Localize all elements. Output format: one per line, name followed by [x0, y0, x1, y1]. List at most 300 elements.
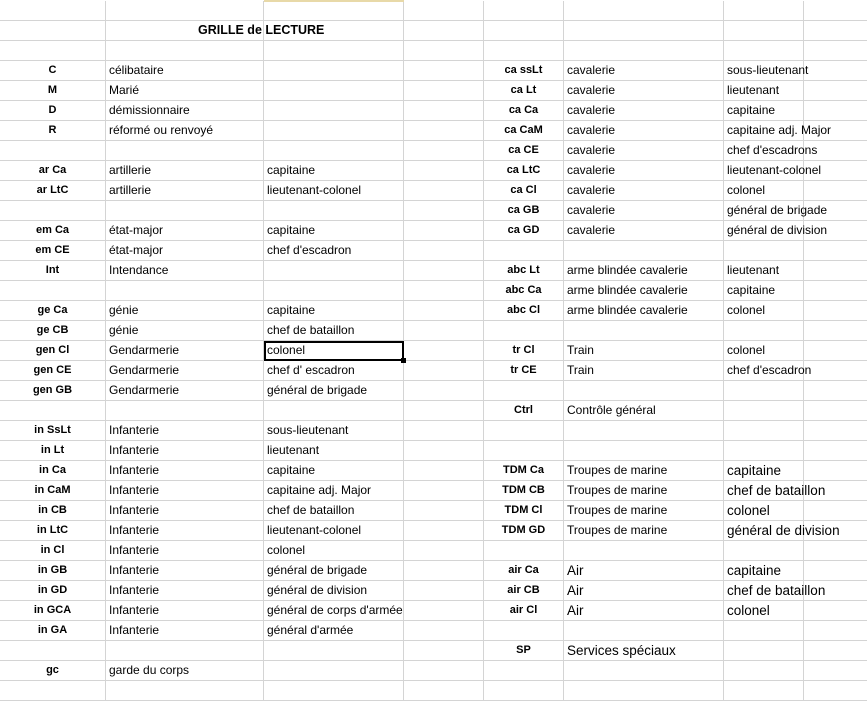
- cell-empty[interactable]: [804, 1, 867, 21]
- cell-b[interactable]: Intendance: [106, 261, 264, 281]
- cell-b[interactable]: célibataire: [106, 61, 264, 81]
- table-row: [0, 481, 867, 501]
- table-row: [0, 361, 867, 381]
- cell-b[interactable]: Infanterie: [106, 481, 264, 501]
- cell-f[interactable]: cavalerie: [564, 61, 724, 81]
- cell-f[interactable]: [564, 381, 724, 401]
- cell-g[interactable]: lieutenant: [724, 81, 804, 101]
- table-row: [0, 581, 867, 601]
- cell-b[interactable]: Marié: [106, 81, 264, 101]
- cell-a[interactable]: C: [0, 61, 106, 81]
- cell-f[interactable]: [564, 661, 724, 681]
- cell-b[interactable]: artillerie: [106, 161, 264, 181]
- cell-b[interactable]: génie: [106, 301, 264, 321]
- cell-f[interactable]: [564, 1, 724, 21]
- cell-g[interactable]: sous-lieutenant: [724, 61, 804, 81]
- table-row: [0, 61, 867, 81]
- cell-b[interactable]: état-major: [106, 241, 264, 261]
- cell-a[interactable]: Int: [0, 261, 106, 281]
- cell-a[interactable]: em CE: [0, 241, 106, 261]
- cell-empty[interactable]: [804, 41, 867, 61]
- cell-empty[interactable]: [404, 421, 484, 441]
- cell-g[interactable]: capitaine: [724, 461, 804, 481]
- cell-e[interactable]: ca LtC: [484, 161, 564, 181]
- cell-a[interactable]: M: [0, 81, 106, 101]
- cell-empty[interactable]: [404, 441, 484, 461]
- cell-b[interactable]: génie: [106, 321, 264, 341]
- cell-empty[interactable]: [404, 301, 484, 321]
- cell-empty[interactable]: [804, 421, 867, 441]
- cell-e[interactable]: [484, 621, 564, 641]
- cell-e[interactable]: tr CE: [484, 361, 564, 381]
- cell-empty[interactable]: [404, 681, 484, 701]
- cell-empty[interactable]: [804, 161, 867, 181]
- cell-f[interactable]: cavalerie: [564, 141, 724, 161]
- cell-empty[interactable]: [804, 301, 867, 321]
- table-row: [0, 161, 867, 181]
- cell-a[interactable]: in CaM: [0, 481, 106, 501]
- cell-a[interactable]: R: [0, 121, 106, 141]
- cell-f[interactable]: cavalerie: [564, 181, 724, 201]
- cell-empty[interactable]: [404, 181, 484, 201]
- cell-a[interactable]: gen Cl: [0, 341, 106, 361]
- cell-f[interactable]: Troupes de marine: [564, 501, 724, 521]
- cell-g[interactable]: [724, 681, 804, 701]
- cell-b[interactable]: Gendarmerie: [106, 361, 264, 381]
- cell-f[interactable]: [564, 41, 724, 61]
- cell-empty[interactable]: [404, 241, 484, 261]
- cell-empty[interactable]: [404, 621, 484, 641]
- cell-b[interactable]: Infanterie: [106, 421, 264, 441]
- cell-g[interactable]: lieutenant-colonel: [724, 161, 804, 181]
- cell-g[interactable]: colonel: [724, 501, 804, 521]
- cell-empty[interactable]: [404, 121, 484, 141]
- cell-e[interactable]: air Ca: [484, 561, 564, 581]
- cell-c[interactable]: général de division: [264, 581, 404, 601]
- cell-f[interactable]: cavalerie: [564, 201, 724, 221]
- cell-empty[interactable]: [804, 241, 867, 261]
- cell-empty[interactable]: [404, 661, 484, 681]
- cell-empty[interactable]: [804, 121, 867, 141]
- cell-f[interactable]: cavalerie: [564, 101, 724, 121]
- cell-e[interactable]: abc Cl: [484, 301, 564, 321]
- cell-b[interactable]: Infanterie: [106, 601, 264, 621]
- table-row: [0, 301, 867, 321]
- cell-b[interactable]: Infanterie: [106, 501, 264, 521]
- cell-empty[interactable]: [404, 161, 484, 181]
- cell-f[interactable]: [564, 621, 724, 641]
- cell-c[interactable]: général d'armée: [264, 621, 404, 641]
- cell-g[interactable]: général de division: [724, 221, 804, 241]
- cell-f[interactable]: Contrôle général: [564, 401, 724, 421]
- cell-empty[interactable]: [404, 561, 484, 581]
- cell-a[interactable]: [0, 401, 106, 421]
- cell-e[interactable]: ca Ca: [484, 101, 564, 121]
- cell-empty[interactable]: [804, 501, 867, 521]
- cell-a[interactable]: in Cl: [0, 541, 106, 561]
- cell-e[interactable]: SP: [484, 641, 564, 661]
- cell-a[interactable]: [0, 281, 106, 301]
- cell-empty[interactable]: [804, 221, 867, 241]
- cell-b[interactable]: Infanterie: [106, 441, 264, 461]
- table-row: [0, 621, 867, 641]
- cell-e[interactable]: ca Cl: [484, 181, 564, 201]
- cell-empty[interactable]: [404, 401, 484, 421]
- cell-e[interactable]: TDM Ca: [484, 461, 564, 481]
- cell-empty[interactable]: [404, 21, 484, 41]
- table-row: [0, 21, 867, 41]
- cell-e[interactable]: [484, 681, 564, 701]
- cell-b[interactable]: Gendarmerie: [106, 341, 264, 361]
- cell-empty[interactable]: [804, 281, 867, 301]
- cell-f[interactable]: Air: [564, 561, 724, 581]
- cell-g[interactable]: [724, 541, 804, 561]
- cell-a[interactable]: in GB: [0, 561, 106, 581]
- cell-empty[interactable]: [404, 361, 484, 381]
- cell-f[interactable]: arme blindée cavalerie: [564, 281, 724, 301]
- table-row: [0, 501, 867, 521]
- cell-empty[interactable]: [804, 521, 867, 541]
- cell-empty[interactable]: [404, 541, 484, 561]
- column-highlight: [264, 0, 404, 2]
- cell-g[interactable]: lieutenant: [724, 261, 804, 281]
- cell-empty[interactable]: [404, 101, 484, 121]
- table-row: [0, 521, 867, 541]
- cell-e[interactable]: TDM Cl: [484, 501, 564, 521]
- cell-b[interactable]: [106, 141, 264, 161]
- cell-g[interactable]: colonel: [724, 301, 804, 321]
- cell-b[interactable]: Infanterie: [106, 621, 264, 641]
- cell-empty[interactable]: [404, 141, 484, 161]
- cell-g[interactable]: [724, 641, 804, 661]
- cell-empty[interactable]: [404, 481, 484, 501]
- cell-b[interactable]: démissionnaire: [106, 101, 264, 121]
- cell-e[interactable]: abc Lt: [484, 261, 564, 281]
- cell-e[interactable]: ca CaM: [484, 121, 564, 141]
- cell-e[interactable]: ca Lt: [484, 81, 564, 101]
- cell-g[interactable]: [724, 41, 804, 61]
- cell-empty[interactable]: [404, 201, 484, 221]
- cell-e[interactable]: air CB: [484, 581, 564, 601]
- cell-empty[interactable]: [404, 1, 484, 21]
- cell-g[interactable]: [724, 401, 804, 421]
- cell-f[interactable]: Troupes de marine: [564, 521, 724, 541]
- cell-e[interactable]: [484, 321, 564, 341]
- cell-c[interactable]: capitaine adj. Major: [264, 481, 404, 501]
- cell-b[interactable]: Infanterie: [106, 461, 264, 481]
- cell-f[interactable]: arme blindée cavalerie: [564, 261, 724, 281]
- cell-g[interactable]: [724, 1, 804, 21]
- cell-empty[interactable]: [804, 601, 867, 621]
- table-row: [0, 541, 867, 561]
- cell-b[interactable]: [106, 641, 264, 661]
- cell-b[interactable]: [106, 281, 264, 301]
- cell-g[interactable]: capitaine: [724, 281, 804, 301]
- cell-empty[interactable]: [404, 261, 484, 281]
- cell-e[interactable]: TDM CB: [484, 481, 564, 501]
- cell-a[interactable]: ar Ca: [0, 161, 106, 181]
- cell-g[interactable]: chef d'escadron: [724, 361, 804, 381]
- cell-empty[interactable]: [804, 541, 867, 561]
- cell-empty[interactable]: [804, 201, 867, 221]
- cell-c[interactable]: [264, 201, 404, 221]
- cell-empty[interactable]: [404, 81, 484, 101]
- cell-f[interactable]: [564, 241, 724, 261]
- cell-e[interactable]: ca CE: [484, 141, 564, 161]
- cell-b[interactable]: artillerie: [106, 181, 264, 201]
- cell-empty[interactable]: [804, 681, 867, 701]
- cell-c[interactable]: [264, 61, 404, 81]
- cell-a[interactable]: [0, 21, 106, 41]
- cell-e[interactable]: [484, 41, 564, 61]
- cell-empty[interactable]: [404, 641, 484, 661]
- cell-c[interactable]: [264, 261, 404, 281]
- cell-empty[interactable]: [404, 281, 484, 301]
- cell-e[interactable]: [484, 541, 564, 561]
- cell-a[interactable]: in GD: [0, 581, 106, 601]
- cell-empty[interactable]: [804, 381, 867, 401]
- table-row: [0, 441, 867, 461]
- cell-empty[interactable]: [804, 141, 867, 161]
- cell-a[interactable]: [0, 641, 106, 661]
- cell-e[interactable]: [484, 441, 564, 461]
- cell-c[interactable]: [264, 1, 404, 21]
- cell-b[interactable]: état-major: [106, 221, 264, 241]
- cell-empty[interactable]: [804, 361, 867, 381]
- cell-e[interactable]: [484, 661, 564, 681]
- cell-f[interactable]: cavalerie: [564, 81, 724, 101]
- cell-f[interactable]: cavalerie: [564, 121, 724, 141]
- table-row: [0, 341, 867, 361]
- cell-g[interactable]: [724, 381, 804, 401]
- cell-b[interactable]: [106, 201, 264, 221]
- cell-g[interactable]: chef de bataillon: [724, 481, 804, 501]
- cell-e[interactable]: Ctrl: [484, 401, 564, 421]
- cell-empty[interactable]: [404, 521, 484, 541]
- cell-empty[interactable]: [404, 381, 484, 401]
- cell-g[interactable]: colonel: [724, 601, 804, 621]
- cell-a[interactable]: [0, 41, 106, 61]
- cell-g[interactable]: [724, 421, 804, 441]
- cell-f[interactable]: [564, 681, 724, 701]
- cell-f[interactable]: cavalerie: [564, 221, 724, 241]
- cell-empty[interactable]: [404, 61, 484, 81]
- cell-e[interactable]: air Cl: [484, 601, 564, 621]
- cell-g[interactable]: colonel: [724, 341, 804, 361]
- cell-e[interactable]: ca ssLt: [484, 61, 564, 81]
- cell-empty[interactable]: [804, 81, 867, 101]
- cell-g[interactable]: général de brigade: [724, 201, 804, 221]
- cell-f[interactable]: Troupes de marine: [564, 481, 724, 501]
- cell-c[interactable]: sous-lieutenant: [264, 421, 404, 441]
- cell-a[interactable]: D: [0, 101, 106, 121]
- cell-f[interactable]: Train: [564, 361, 724, 381]
- cell-f[interactable]: Train: [564, 341, 724, 361]
- cell-c[interactable]: lieutenant: [264, 441, 404, 461]
- cell-g[interactable]: [724, 621, 804, 641]
- cell-e[interactable]: [484, 381, 564, 401]
- cell-g[interactable]: chef d'escadrons: [724, 141, 804, 161]
- cell-a[interactable]: ar LtC: [0, 181, 106, 201]
- cell-c[interactable]: [264, 141, 404, 161]
- cell-empty[interactable]: [404, 581, 484, 601]
- cell-empty[interactable]: [804, 341, 867, 361]
- cell-c[interactable]: lieutenant-colonel: [264, 181, 404, 201]
- cell-c[interactable]: [264, 281, 404, 301]
- cell-f[interactable]: cavalerie: [564, 161, 724, 181]
- cell-empty[interactable]: [804, 581, 867, 601]
- cell-empty[interactable]: [804, 441, 867, 461]
- cell-f[interactable]: [564, 21, 724, 41]
- cell-e[interactable]: [484, 421, 564, 441]
- cell-a[interactable]: in Ca: [0, 461, 106, 481]
- cell-c[interactable]: [264, 41, 404, 61]
- cell-g[interactable]: [724, 321, 804, 341]
- cell-empty[interactable]: [804, 641, 867, 661]
- cell-e[interactable]: TDM GD: [484, 521, 564, 541]
- cell-e[interactable]: tr Cl: [484, 341, 564, 361]
- cell-b[interactable]: Infanterie: [106, 581, 264, 601]
- cell-c[interactable]: lieutenant-colonel: [264, 521, 404, 541]
- cell-c[interactable]: capitaine: [264, 301, 404, 321]
- cell-c[interactable]: chef d'escadron: [264, 241, 404, 261]
- cell-empty[interactable]: [404, 601, 484, 621]
- cell-a[interactable]: [0, 1, 106, 21]
- cell-f[interactable]: [564, 421, 724, 441]
- cell-b[interactable]: [106, 1, 264, 21]
- cell-f[interactable]: Air: [564, 581, 724, 601]
- cell-g[interactable]: capitaine: [724, 101, 804, 121]
- cell-empty[interactable]: [804, 661, 867, 681]
- cell-e[interactable]: ca GB: [484, 201, 564, 221]
- cell-c[interactable]: colonel: [264, 541, 404, 561]
- cell-g[interactable]: capitaine: [724, 561, 804, 581]
- cell-g[interactable]: capitaine adj. Major: [724, 121, 804, 141]
- cell-b[interactable]: [106, 681, 264, 701]
- cell-empty[interactable]: [804, 261, 867, 281]
- cell-empty[interactable]: [804, 461, 867, 481]
- cell-g[interactable]: chef de bataillon: [724, 581, 804, 601]
- cell-g[interactable]: [724, 661, 804, 681]
- cell-a[interactable]: in LtC: [0, 521, 106, 541]
- cell-empty[interactable]: [804, 621, 867, 641]
- cell-c[interactable]: général de corps d'armée: [264, 601, 404, 621]
- cell-c[interactable]: capitaine: [264, 161, 404, 181]
- cell-c[interactable]: capitaine: [264, 461, 404, 481]
- cell-c[interactable]: général de brigade: [264, 561, 404, 581]
- cell-a[interactable]: in SsLt: [0, 421, 106, 441]
- cell-b[interactable]: GRILLE de LECTURE: [106, 21, 264, 41]
- cell-c[interactable]: [264, 101, 404, 121]
- cell-b[interactable]: Infanterie: [106, 521, 264, 541]
- cell-e[interactable]: [484, 241, 564, 261]
- cell-a[interactable]: em Ca: [0, 221, 106, 241]
- cell-a[interactable]: gen GB: [0, 381, 106, 401]
- cell-g[interactable]: colonel: [724, 181, 804, 201]
- cell-c[interactable]: [264, 81, 404, 101]
- cell-empty[interactable]: [404, 461, 484, 481]
- cell-e[interactable]: [484, 21, 564, 41]
- cell-empty[interactable]: [404, 341, 484, 361]
- selected-cell[interactable]: colonel: [264, 341, 404, 361]
- cell-c[interactable]: capitaine: [264, 221, 404, 241]
- cell-b[interactable]: Infanterie: [106, 541, 264, 561]
- cell-a[interactable]: in CB: [0, 501, 106, 521]
- cell-e[interactable]: [484, 1, 564, 21]
- cell-b[interactable]: Gendarmerie: [106, 381, 264, 401]
- cell-f[interactable]: Troupes de marine: [564, 461, 724, 481]
- cell-empty[interactable]: [404, 501, 484, 521]
- cell-empty[interactable]: [804, 61, 867, 81]
- table-row: [0, 321, 867, 341]
- cell-b[interactable]: Infanterie: [106, 561, 264, 581]
- cell-g[interactable]: [724, 241, 804, 261]
- cell-c[interactable]: [264, 661, 404, 681]
- table-row: [0, 101, 867, 121]
- cell-a[interactable]: in GCA: [0, 601, 106, 621]
- cell-empty[interactable]: [804, 321, 867, 341]
- cell-empty[interactable]: [404, 321, 484, 341]
- cell-a[interactable]: in Lt: [0, 441, 106, 461]
- cell-g[interactable]: [724, 21, 804, 41]
- cell-g[interactable]: [724, 441, 804, 461]
- cell-empty[interactable]: [804, 21, 867, 41]
- cell-f[interactable]: [564, 541, 724, 561]
- cell-a[interactable]: gc: [0, 661, 106, 681]
- cell-a[interactable]: in GA: [0, 621, 106, 641]
- cell-b[interactable]: [106, 41, 264, 61]
- table-row: [0, 261, 867, 281]
- cell-c[interactable]: [264, 121, 404, 141]
- cell-b[interactable]: garde du corps: [106, 661, 264, 681]
- cell-f[interactable]: arme blindée cavalerie: [564, 301, 724, 321]
- cell-c[interactable]: [264, 641, 404, 661]
- cell-empty[interactable]: [804, 481, 867, 501]
- cell-c[interactable]: chef de bataillon: [264, 321, 404, 341]
- cell-c[interactable]: [264, 681, 404, 701]
- cell-f[interactable]: [564, 321, 724, 341]
- cell-b[interactable]: [106, 401, 264, 421]
- cell-e[interactable]: abc Ca: [484, 281, 564, 301]
- cell-e[interactable]: ca GD: [484, 221, 564, 241]
- cell-empty[interactable]: [804, 561, 867, 581]
- table-row: [0, 461, 867, 481]
- cell-c[interactable]: [264, 21, 404, 41]
- cell-b[interactable]: réformé ou renvoyé: [106, 121, 264, 141]
- cell-empty[interactable]: [804, 101, 867, 121]
- cell-f[interactable]: [564, 441, 724, 461]
- table-row: [0, 641, 867, 661]
- cell-empty[interactable]: [804, 401, 867, 421]
- cell-a[interactable]: ge Ca: [0, 301, 106, 321]
- cell-c[interactable]: [264, 401, 404, 421]
- cell-c[interactable]: chef d' escadron: [264, 361, 404, 381]
- cell-f[interactable]: Air: [564, 601, 724, 621]
- table-row: [0, 681, 867, 701]
- cell-c[interactable]: général de brigade: [264, 381, 404, 401]
- cell-a[interactable]: [0, 201, 106, 221]
- cell-a[interactable]: [0, 681, 106, 701]
- cell-c[interactable]: chef de bataillon: [264, 501, 404, 521]
- cell-empty[interactable]: [404, 41, 484, 61]
- cell-empty[interactable]: [404, 221, 484, 241]
- cell-a[interactable]: ge CB: [0, 321, 106, 341]
- cell-empty[interactable]: [804, 181, 867, 201]
- cell-g[interactable]: général de division: [724, 521, 804, 541]
- cell-a[interactable]: gen CE: [0, 361, 106, 381]
- cell-f[interactable]: Services spéciaux: [564, 641, 724, 661]
- cell-a[interactable]: [0, 141, 106, 161]
